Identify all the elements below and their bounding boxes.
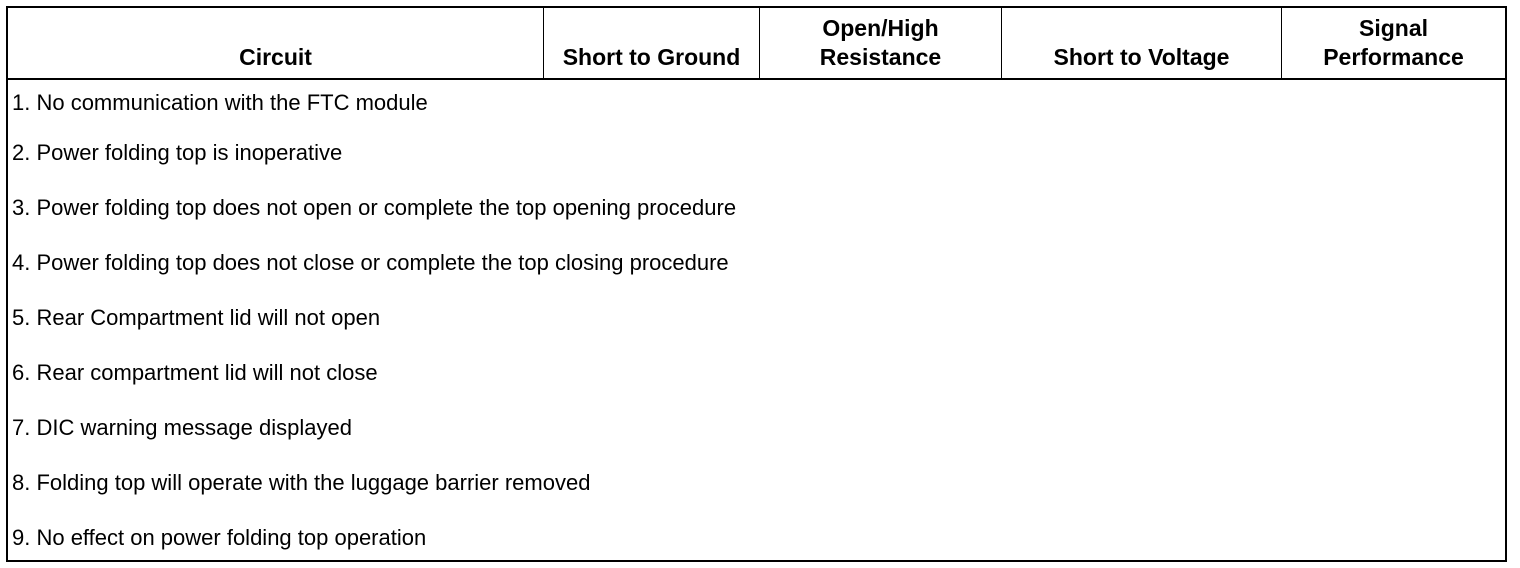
table-row xyxy=(8,180,1505,235)
row-text: 4. Power folding top does not close or complete the top closing procedure xyxy=(12,249,729,275)
header-circuit-label: Circuit xyxy=(239,44,312,70)
table-header-row xyxy=(8,8,1505,80)
table-row xyxy=(8,80,1505,125)
table-row xyxy=(8,400,1505,455)
header-short-to-voltage-label: Short to Voltage xyxy=(1053,44,1230,70)
header-signal-performance xyxy=(1282,8,1505,78)
symptom-table xyxy=(6,6,1507,562)
table-row xyxy=(8,290,1505,345)
row-text: 7. DIC warning message displayed xyxy=(12,414,352,440)
table-row xyxy=(8,455,1505,510)
table-row xyxy=(8,510,1505,565)
header-signal-performance-label: Signal Performance xyxy=(1323,15,1464,70)
header-open-high-resistance xyxy=(760,8,1002,78)
row-text: 9. No effect on power folding top operation xyxy=(12,524,427,550)
table-body xyxy=(8,80,1505,560)
row-text: 5. Rear Compartment lid will not open xyxy=(12,304,381,330)
row-text: 8. Folding top will operate with the luggage barrier removed xyxy=(12,469,591,495)
table-row xyxy=(8,235,1505,290)
row-text: 2. Power folding top is inoperative xyxy=(12,139,343,165)
header-open-high-resistance-label: Open/High Resistance xyxy=(819,15,942,70)
header-circuit xyxy=(8,8,544,78)
row-text: 6. Rear compartment lid will not close xyxy=(12,359,378,385)
header-short-to-ground-label: Short to Ground xyxy=(562,44,741,70)
header-short-to-voltage xyxy=(1002,8,1282,78)
table-row xyxy=(8,345,1505,400)
row-text: 3. Power folding top does not open or complete the top opening procedure xyxy=(12,194,737,220)
header-short-to-ground xyxy=(544,8,760,78)
row-text: 1. No communication with the FTC module xyxy=(12,90,428,115)
table-row xyxy=(8,125,1505,180)
